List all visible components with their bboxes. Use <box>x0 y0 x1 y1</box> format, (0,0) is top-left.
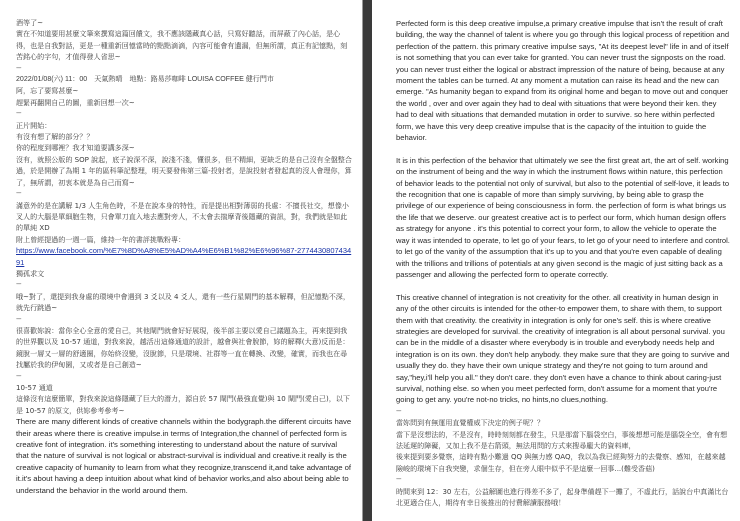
paragraph: 有沒有想了解的部分？？ <box>16 132 94 142</box>
separator: --- <box>16 314 21 323</box>
separator: --- <box>16 63 21 72</box>
document-page-left <box>0 0 363 521</box>
paragraph: 獨孤求文 <box>16 268 45 278</box>
separator: --- <box>16 280 21 289</box>
paragraph: 趕緊再翻開自己的圖，重新回想一次~ <box>16 97 135 107</box>
paragraph: 滿意外的是在講解 1/3 人生角色時，不是在說本身的特性，而是提出相對薄弱的長處：不擅長社交，想像小叉人的大腦是單細胞生物，只會單刀直入地去應對旁人，不太會去揣摩背後隱藏的資訊，對，我們就是如此的單純 XD <box>16 200 349 233</box>
paragraph-english: It is in this perfection of the behavior that ultimately we see the first great art, the art of self. working on the instrument of being and the way in which the instrument flows within nature, this perfection of behavior leads to the potential not only of survival, but also to the potential of self-love, it leads to the recognition that one is capable of more than simply surviving, by being able to grasp the privilege of our experience of being consciousness in form. the perfection of form is what brings us the life that we deserve. our greatest creative act is to perfect our form, which human design offers as strategy for anyone . it's this potential to correct your form, to allow the vehicle to operate the way it was intended to operate, to let go of your fears, to let go of your need to interfere and control. to let go of the vanity of the assumption that it's up to you and that you're even capable of dealing with the trillions and trillions of potentials at any given second is the magic of just sitting back as a passenger and allowing the perfected form to operate correctly. <box>396 155 730 279</box>
paragraph: 附上曾經提過的一週一篇，維持一年的書評挑戰粉專： <box>16 234 186 244</box>
paragraph-gap <box>396 143 730 154</box>
paragraph: 後來提到要多覺察，這時有點小難過 QQ 與無力感 QAQ，我以為我已經夠努力的去覺察、感知，在越來越險峻的環境下自我突變，求個生存，但在旁人眼中似乎不是這麼一回事...(難受香菇) <box>396 452 726 473</box>
paragraph: 哦~對了，還提到我身處的環境中會遇到 3 爻以及 4 爻人，還有一些行星閘門的基本解釋，但記憶點不深，就先行跳過~ <box>16 291 350 313</box>
paragraph: 實在不知道要用甚麼文筆來撰寫這篇回饋文，我不應該隱藏真心話，只寫好聽話，而屏蔽了內心話，是心得，也是自我對話，更是一種重新回憶當時的點點滴滴，內容可能會有遺漏，但無所謂，真正有記憶點，刻苦銘心的字句，才值得發人省思~ <box>16 29 348 62</box>
paragraph: 沒有，就照公版的 SOP 說起，底子說深不深，說淺不淺，懂很多，但不精細，更缺乏的是自己沒有全盤整合過，於是開辦了為期 1 年的區科筆記整理，明天要發佈第三篇-投射者，是說投射者發起真的沒人會理你，算了，無所謂，初衷本就是為自己而寫~ <box>16 154 352 187</box>
paragraph: 很喜歡妳說：當你全心全意的愛自己，其他閘門就會好好展現，後半部主要以愛自己議題為主，再來提到我的世界觀以及 10-57 通道，對我來說，越活出這條通道的設計，越會與社會脫節，妳的解釋(大意)反而是：鏡脫一層又一層的舒適圈，你始終沒變，沒脫節，只是環境、社群等一直在轉換、改變，確實，而我也在尋找屬於我的伊甸園，又或者是自己創造~ <box>16 325 350 370</box>
paragraph: 當妳問到有無運用直覺權威下決定的例子呢？？ <box>396 418 544 428</box>
paragraph: 酒等了~ <box>16 18 44 27</box>
facebook-link[interactable]: https://www.facebook.com/%E7%8D%A8%E5%AD%A4%E6%B1%82%E6%96%87-277443080743491 <box>16 246 352 267</box>
separator: --- <box>16 189 21 198</box>
paragraph: 正片開始： <box>16 120 52 130</box>
paragraph-english: Perfected form is this deep creative impulse,a primary creative impulse that isn't the result of craft building, the way the channel of talent is where you go through this logical process of repetition and perfection of the pattern. this primary creative impulse says, "At its deepest level" life in and of itself is not something that you can ever take for granted. You can never trust the signposts on the road. you can never trust either the logical or abstract impression of the nature of being, because at any moment the tables can be turned. At any moment a mutation can raise its head and the new can emerge. "As humanity began to expand from its original home and began to move out and conquer the world , over and over again they had to deal with situations that were beyond their ken. they had to deal with situations that demanded mutation in order to survive. so here within perfected form, we have this very deep creative impulse that is the capacity of the intuition to guide the behavior. <box>396 19 730 143</box>
separator: --- <box>396 406 401 415</box>
paragraph: 時間來到 12：30 左右，公益解圖也進行得差不多了，起身準備趕下一攤了，不虛此行，話說台中真滿比台北更適合住人，期待有幸日後推出的付費解讀服務哦！ <box>396 486 729 508</box>
paragraph-english: There are many different kinds of creative channels within the bodygraph.the different circuits have their areas where there is creative impulse.in terms of Integration,the channel of perfected form is creative font of integration. it's something interesting to understand about the nature of survival that the nature of survival is not logical or abstract-survival is individual and creative.it really is the creative capacity of humanity to learn from what they recognize,transcend it,and take advantage of it.it's about having a deep intuition about what kind of behavior works,and also about being able to understand the behavior in the world around them. <box>16 417 352 495</box>
separator: --- <box>396 475 401 484</box>
document-page-right <box>372 0 740 521</box>
paragraph: 當下是沒想法的，不是沒有，時時刻刻都在發生，只是那當下腦袋空白，事後想想可能是腦袋全空，會有想法延遲的障礙，又加上我不是右箭頭，無法用問的方式來搜尋龐大的資料庫， <box>396 429 728 450</box>
section-heading: 10-57 通道 <box>16 383 53 392</box>
paragraph-date-location: 2022/01/08(六) 11：00 天氣熱晴 地點：路易莎咖啡 LOUISA COFFEE 健行門市 <box>16 76 274 84</box>
paragraph-english: This creative channel of integration is not creativity for the other. all creativity in human design in any of the other circuits is intended for the other-to empower them, to share with them, to support them with that creativity. the creativity in integration is only for one's self. this is where creative strategies are developed for survival. the creativity of integration is all about personal survival. you can be in the middle of a disaster where everybody is in trouble and everybody needs help and integration is on its own. they don't help anybody. they make sure that they are going to survive and usually they do. they have their own unique strategy and they're not going to turn around and say,"hey,i'll help you all." they don't care. they don't even have a chance to think about caring-just survival, nothing else. so when you meet perfected form, don't assume for a moment that you're going to get any. you're not-no tricks, no hints,no clues,nothing. <box>396 292 730 405</box>
paragraph: 阿，忘了要寫甚麼~ <box>16 86 79 96</box>
paragraph: 你的程度到哪裡？我才知道要講多深~ <box>16 143 135 153</box>
paragraph: 這條沒有這麼簡單，對我來說這條隱藏了巨大的潛力，源自於 57 閘門(最強直覺)與 10 閘門(愛自己)，以下是 10-57 的原文，供妳參考參考~ <box>16 394 350 415</box>
page-gutter <box>363 0 372 521</box>
separator: --- <box>16 371 21 380</box>
separator: --- <box>16 109 21 118</box>
paragraph-gap <box>396 280 730 291</box>
